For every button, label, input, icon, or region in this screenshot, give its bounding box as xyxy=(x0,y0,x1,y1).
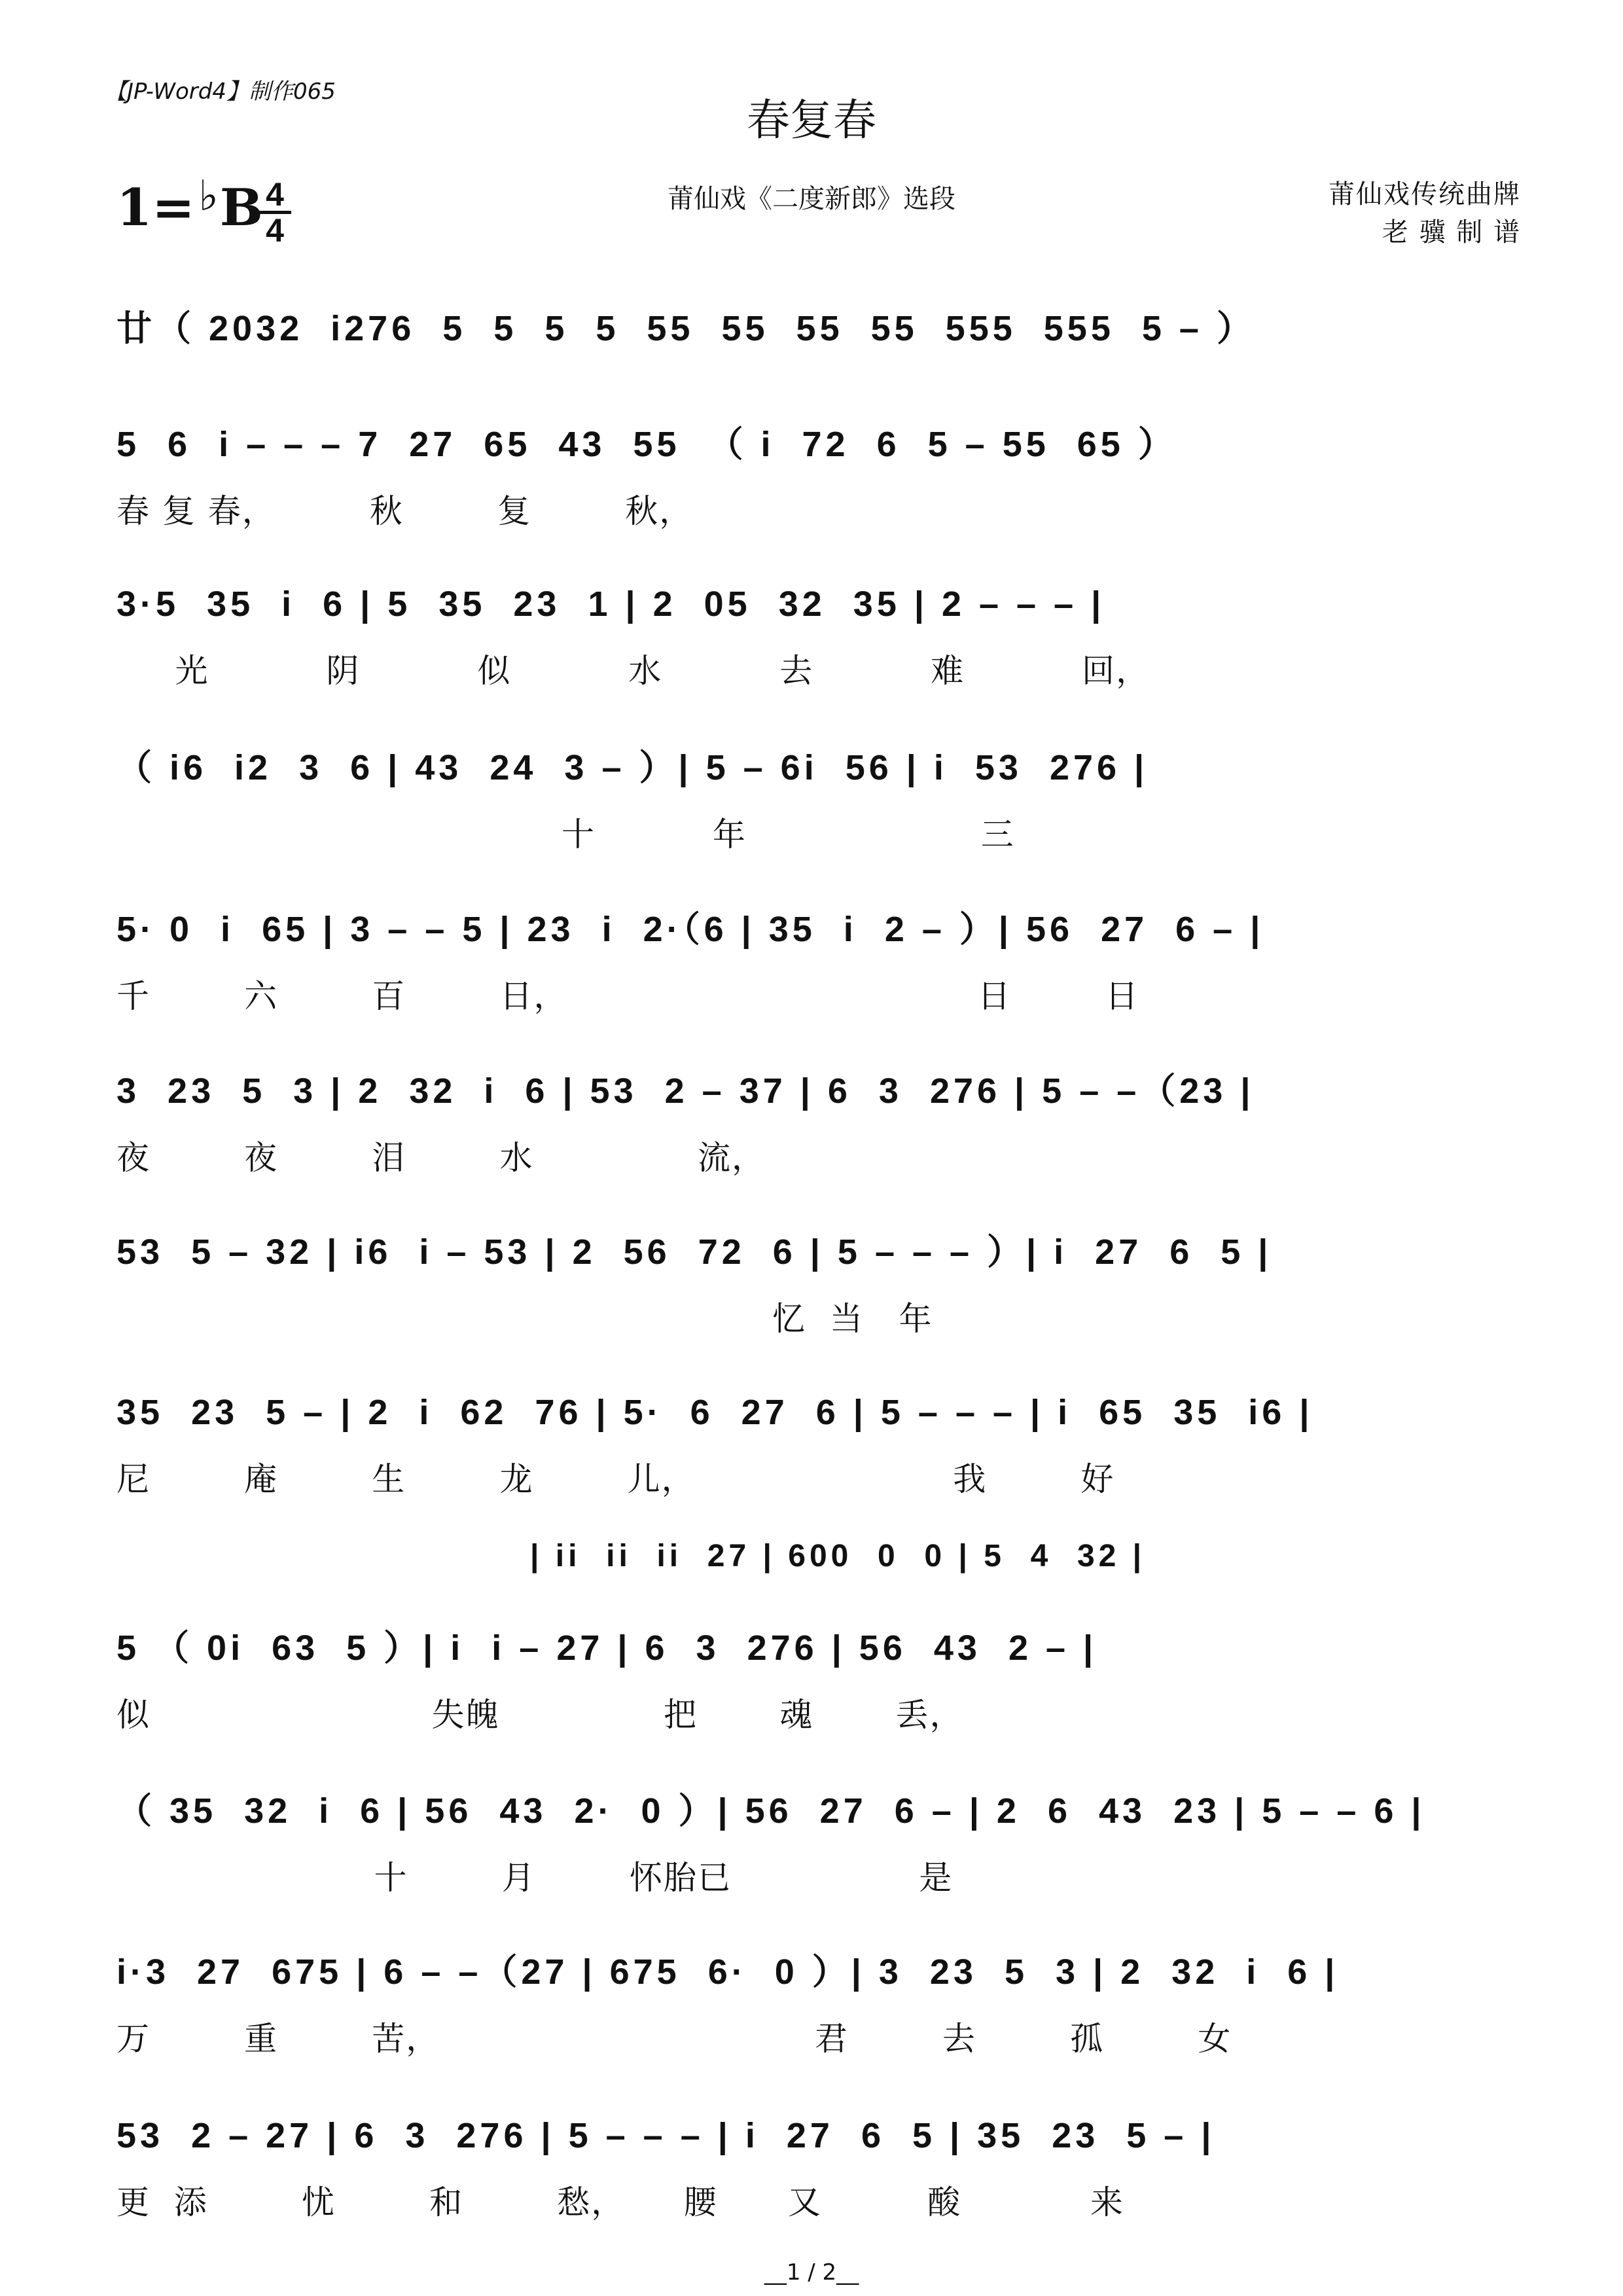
score-line-9-upper: | ii ii ii 27 | 600 0 0 | 5 4 32 | xyxy=(530,1539,1146,1573)
score-line-11: i·3 27 675 | 6 – –（27 | 675 6· 0 ）| 3 23 5 3 | 2 32 i 6 | xyxy=(116,1952,1339,1992)
score-line-10: （ 35 32 i 6 | 56 43 2· 0 ）| 56 27 6 – | 2 6 43 23 | 5 – – 6 | xyxy=(116,1791,1425,1831)
score-line-3: 3·5 35 i 6 | 5 35 23 1 | 2 05 32 35 | 2 – – – | xyxy=(116,584,1105,624)
lyric-line-11: 万 重 苦， 君 去 孤 女 xyxy=(116,2020,1232,2058)
score-line-8: 35 23 5 – | 2 i 62 76 | 5· 6 27 6 | 5 – – – | i 65 35 i6 | xyxy=(116,1393,1313,1432)
lyric-line-10: 十 月 怀胎已 是 xyxy=(116,1859,954,1897)
lyric-line-2: 春 复 春， 秋 复 秋， xyxy=(116,492,694,530)
time-bottom: 4 xyxy=(266,212,284,249)
subtitle: 莆仙戏《二度新郎》选段 xyxy=(668,184,955,214)
page-title: 春复春 xyxy=(747,95,876,145)
lyric-line-7: 忆 当 年 xyxy=(116,1300,933,1338)
score-line-12: 53 2 – 27 | 6 3 276 | 5 – – – | i 27 6 5 | 35 23 5 – | xyxy=(116,2116,1215,2155)
key-signature: 1=♭B xyxy=(116,171,263,238)
lyric-line-5: 千 六 百 日， 日 日 xyxy=(116,977,1139,1015)
header-tag: 【JP-Word4】制作065 xyxy=(105,79,336,105)
score-line-9: 5 （ 0i 63 5 ）| i i – 27 | 6 3 276 | 56 43 2 – | xyxy=(116,1628,1097,1668)
credit-source: 莆仙戏传统曲牌 xyxy=(1329,179,1521,209)
score-line-7: 53 5 – 32 | i6 i – 53 | 2 56 72 6 | 5 – – – ）| i 27 6 5 | xyxy=(116,1232,1272,1272)
score-line-4: （ i6 i2 3 6 | 43 24 3 – ）| 5 – 6i 56 | i 53 276 | xyxy=(116,748,1149,787)
lyric-line-6: 夜 夜 泪 水 流， xyxy=(116,1139,766,1177)
credits xyxy=(1329,175,1521,251)
lyric-line-8: 尼 庵 生 龙 儿， 我 好 xyxy=(116,1460,1115,1498)
score-line-2: 5 6 i – – – 7 27 65 43 55 （ i 72 6 5 – 55 65 ） xyxy=(116,425,1177,464)
lyric-line-4: 十 年 三 xyxy=(116,816,1015,853)
lyric-line-12: 更 添 忧 和 愁， 腰 又 酸 来 xyxy=(116,2183,1124,2221)
score-line-5: 5· 0 i 65 | 3 – – 5 | 23 i 2·（6 | 35 i 2 – ）| 56 27 6 – | xyxy=(116,910,1264,949)
time-top: 4 xyxy=(259,178,291,214)
credit-arranger: 老 骥 制 谱 xyxy=(1382,217,1521,247)
score-line-1: 廿（ 2032 i276 5 5 5 5 55 55 55 55 555 555 5 – ） xyxy=(116,309,1256,348)
lyric-line-9: 似 失魄 把 魂 丢， xyxy=(116,1696,964,1734)
score-line-6: 3 23 5 3 | 2 32 i 6 | 53 2 – 37 | 6 3 276 | 5 – –（23 | xyxy=(116,1071,1255,1111)
lyric-line-3: 光 阴 似 水 去 难 回， xyxy=(116,652,1150,690)
page-number: __1 / 2__ xyxy=(764,2259,859,2286)
